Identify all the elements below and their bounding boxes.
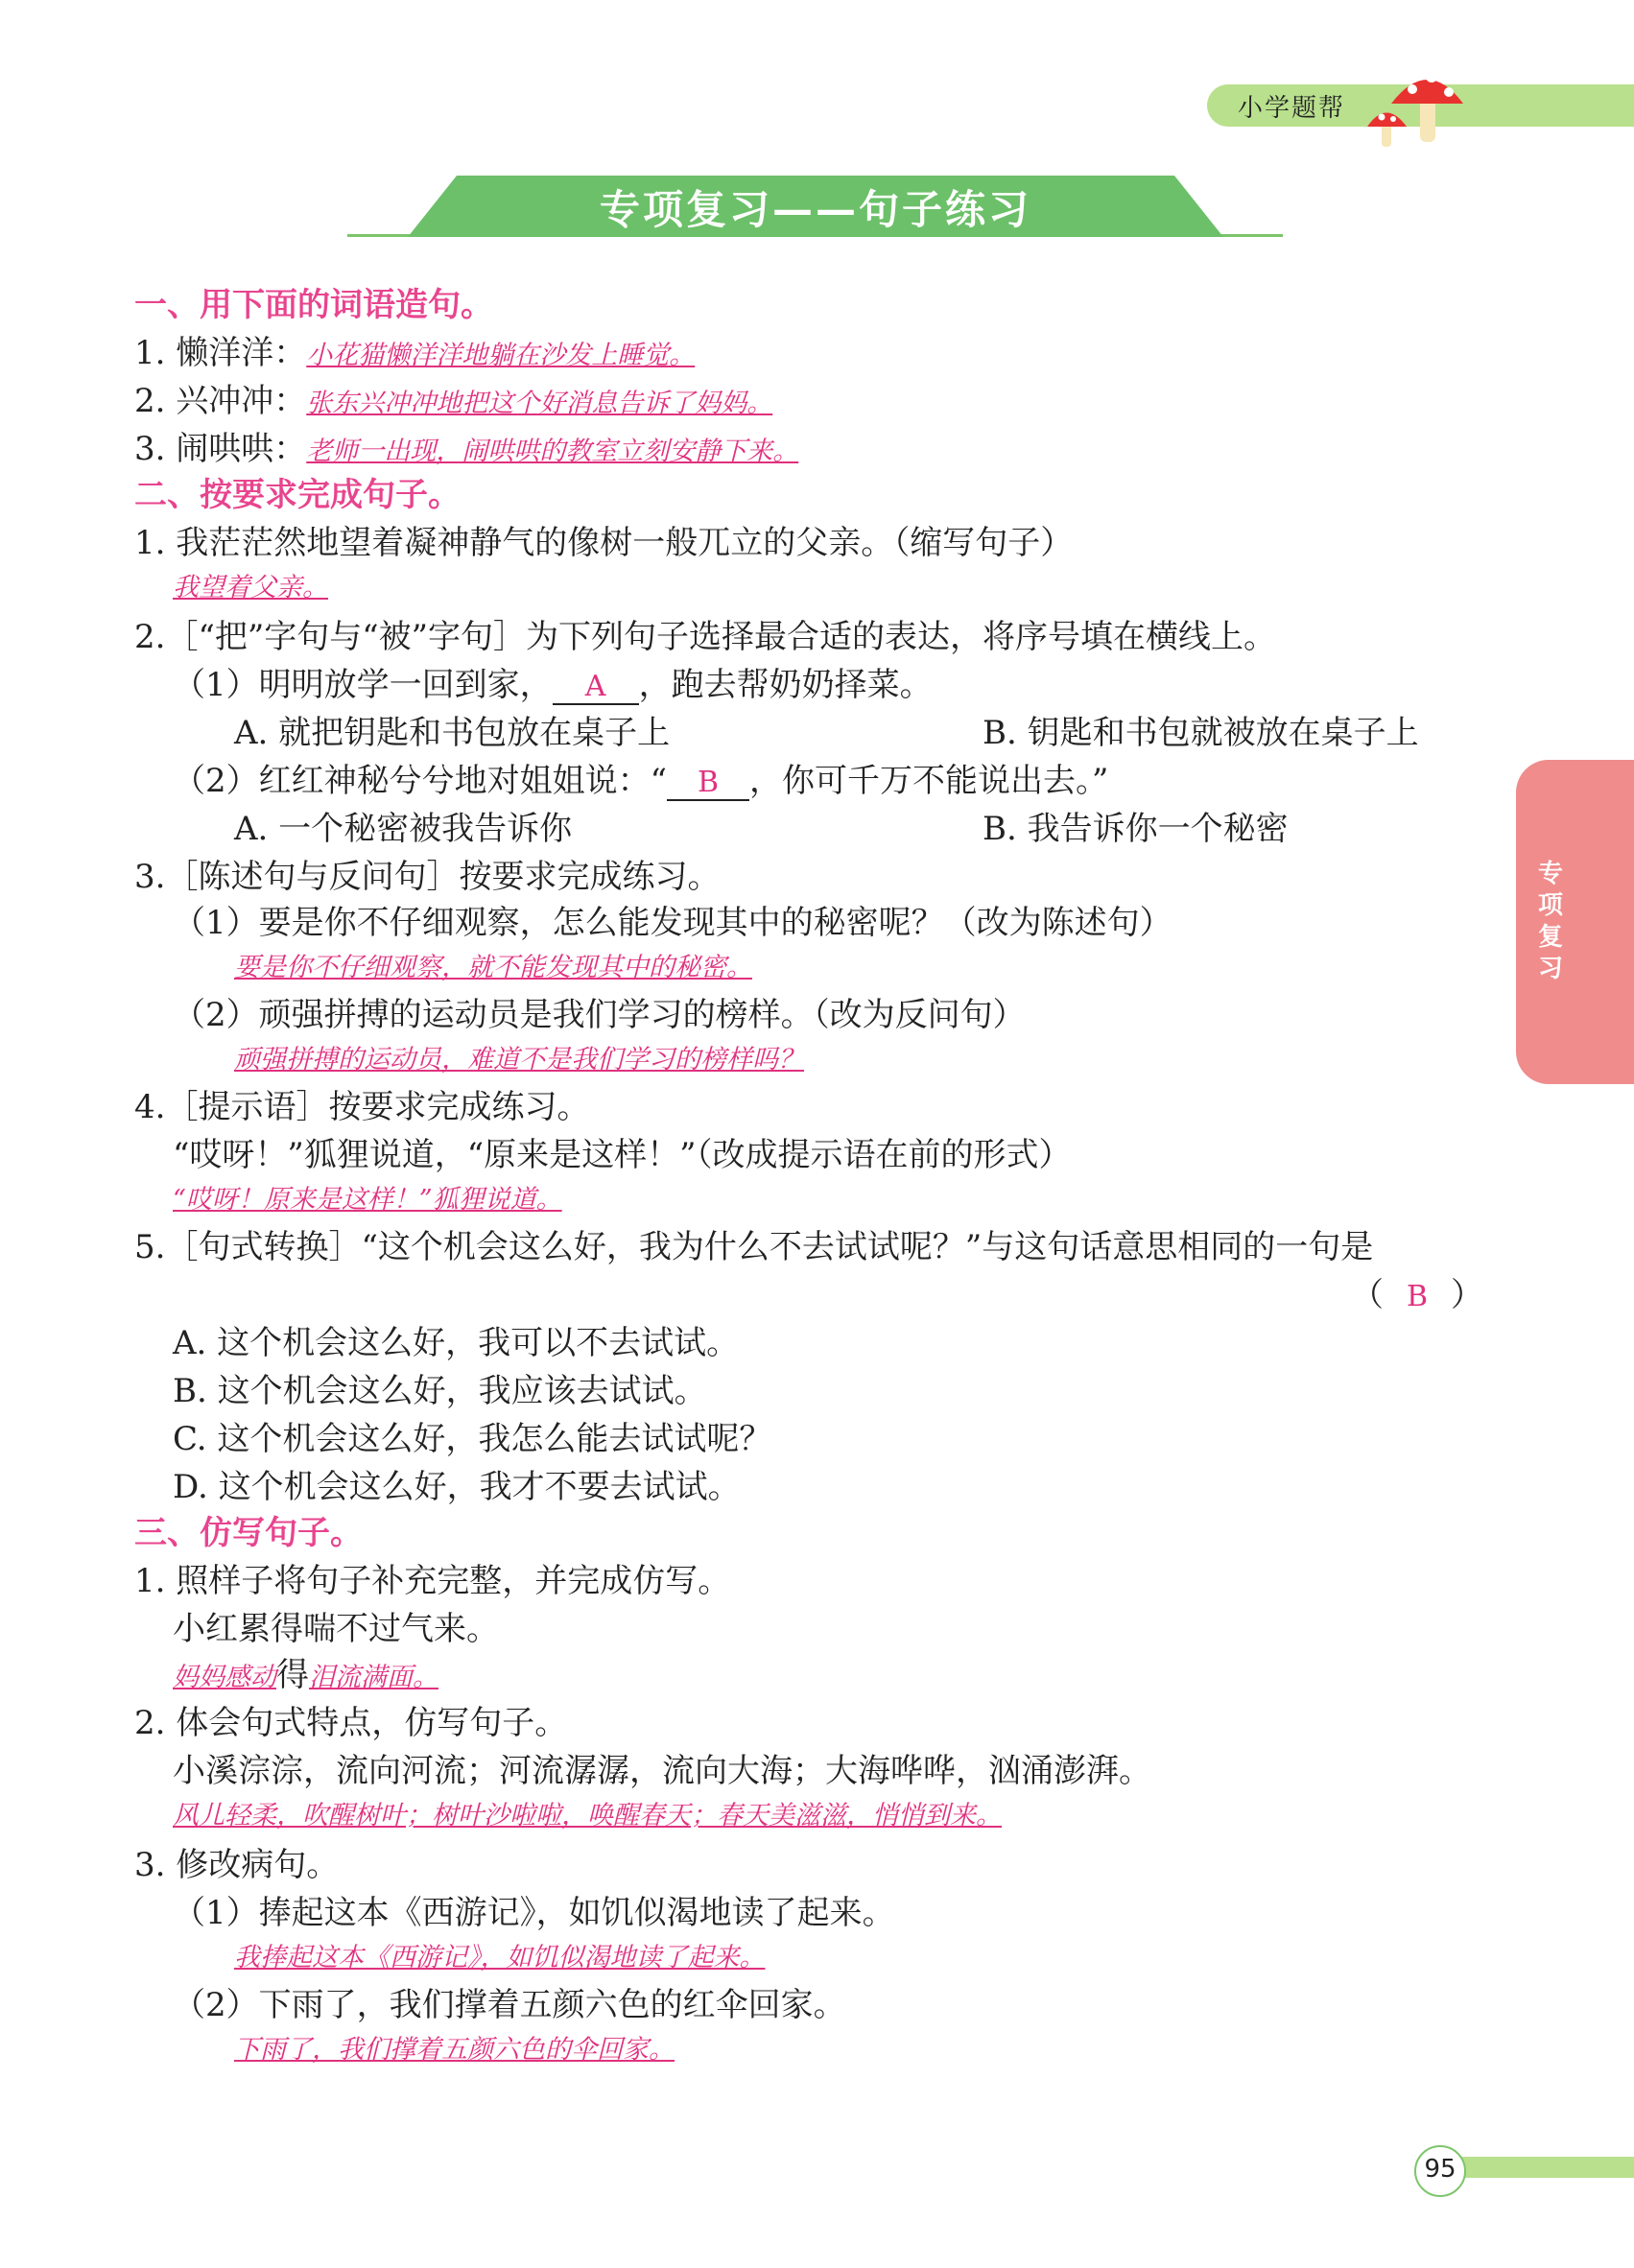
question-text: “哎呀！”狐狸说道，“原来是这样！”（改成提示语在前的形式）	[173, 1136, 1072, 1174]
option-text: B. 我告诉你一个秘密	[983, 810, 1289, 848]
answer-blank: B	[667, 766, 749, 801]
answer-text: 要是你不仔细观察，就不能发现其中的秘密。	[234, 953, 752, 982]
question-text: 2. 兴冲冲：张东兴冲冲地把这个好消息告诉了妈妈。	[134, 382, 773, 420]
option-text: A. 就把钥匙和书包放在桌子上	[234, 714, 671, 752]
answer-text: 小花猫懒洋洋地躺在沙发上睡觉。	[306, 341, 696, 370]
section-heading-3: 三、仿写句子。	[134, 1514, 363, 1552]
question-text: 5.［句式转换］“这个机会这么好，我为什么不去试试呢？”与这句话意思相同的一句是	[134, 1228, 1374, 1266]
brand-label: 小学题帮	[1238, 94, 1346, 123]
question-text: （1）要是你不仔细观察，怎么能发现其中的秘密呢？（改为陈述句）	[173, 904, 1172, 942]
question-text: （2）红红神秘兮兮地对姐姐说：“ B ，你可千万不能说出去。”	[173, 762, 1109, 800]
question-text: （2）顽强拼搏的运动员是我们学习的榜样。（改为反问句）	[173, 996, 1026, 1034]
page-number-bar	[1439, 2157, 1634, 2178]
answer-text: 风儿轻柔，吹醒树叶；树叶沙啦啦，唤醒春天；春天美滋滋，悄悄到来。	[173, 1801, 1002, 1831]
question-text: 2.［“把”字句与“被”字句］为下列句子选择最合适的表达，将序号填在横线上。	[134, 618, 1276, 656]
question-text: 1. 我茫茫然地望着凝神静气的像树一般兀立的父亲。（缩写句子）	[134, 524, 1074, 562]
option-text: D. 这个机会这么好，我才不要去试试。	[173, 1468, 741, 1506]
answer-text: “哎呀！原来是这样！”狐狸说道。	[173, 1185, 562, 1215]
page-number: 95	[1424, 2155, 1456, 2184]
question-text: 1. 照样子将句子补充完整，并完成仿写。	[134, 1562, 731, 1600]
question-text: 3. 修改病句。	[134, 1846, 340, 1884]
example-sentence: 小红累得喘不过气来。	[173, 1610, 499, 1648]
answer-text: 下雨了，我们撑着五颜六色的伞回家。	[234, 2035, 675, 2065]
option-text: A. 一个秘密被我告诉你	[234, 810, 573, 848]
answer-choice: B	[1406, 1280, 1429, 1313]
option-text: C. 这个机会这么好，我怎么能去试试呢？	[173, 1420, 772, 1458]
question-text: （2）下雨了，我们撑着五颜六色的红伞回家。	[173, 1986, 846, 2024]
answer-text: 张东兴冲冲地把这个好消息告诉了妈妈。	[306, 389, 773, 418]
question-text: （1）明明放学一回到家， A ，跑去帮奶奶择菜。	[173, 666, 933, 704]
answer-line: 妈妈感动得泪流满面。	[173, 1656, 438, 1694]
answer-bracket: （ B ）	[1351, 1276, 1483, 1314]
question-text: 3.［陈述句与反问句］按要求完成练习。	[134, 858, 721, 896]
side-tab-label: 专项复习	[1537, 860, 1563, 983]
question-text: 2. 体会句式特点，仿写句子。	[134, 1704, 568, 1742]
question-text: 3. 闹哄哄：老师一出现，闹哄哄的教室立刻安静下来。	[134, 430, 799, 468]
answer-text: 顽强拼搏的运动员，难道不是我们学习的榜样吗？	[234, 1045, 804, 1075]
answer-blank: A	[553, 670, 639, 705]
answer-text: 老师一出现，闹哄哄的教室立刻安静下来。	[306, 437, 799, 466]
answer-text: 我望着父亲。	[173, 573, 328, 602]
question-text: 4.［提示语］按要求完成练习。	[134, 1088, 590, 1126]
example-sentence: 小溪淙淙，流向河流；河流潺潺，流向大海；大海哗哗，汹涌澎湃。	[173, 1752, 1151, 1790]
answer-text: 我捧起这本《西游记》，如饥似渴地读了起来。	[234, 1943, 766, 1973]
page-title: 专项复习——句子练习	[599, 186, 1031, 233]
option-text: B. 这个机会这么好，我应该去试试。	[173, 1372, 707, 1410]
question-text: （1）捧起这本《西游记》，如饥似渴地读了起来。	[173, 1894, 895, 1932]
question-text: 1. 懒洋洋：小花猫懒洋洋地躺在沙发上睡觉。	[134, 334, 696, 372]
option-text: B. 钥匙和书包就被放在桌子上	[983, 714, 1419, 752]
section-heading-2: 二、按要求完成句子。	[134, 476, 461, 514]
section-heading-1: 一、用下面的词语造句。	[134, 286, 493, 324]
mushroom-icon	[1353, 56, 1468, 152]
option-text: A. 这个机会这么好，我可以不去试试。	[173, 1324, 740, 1362]
